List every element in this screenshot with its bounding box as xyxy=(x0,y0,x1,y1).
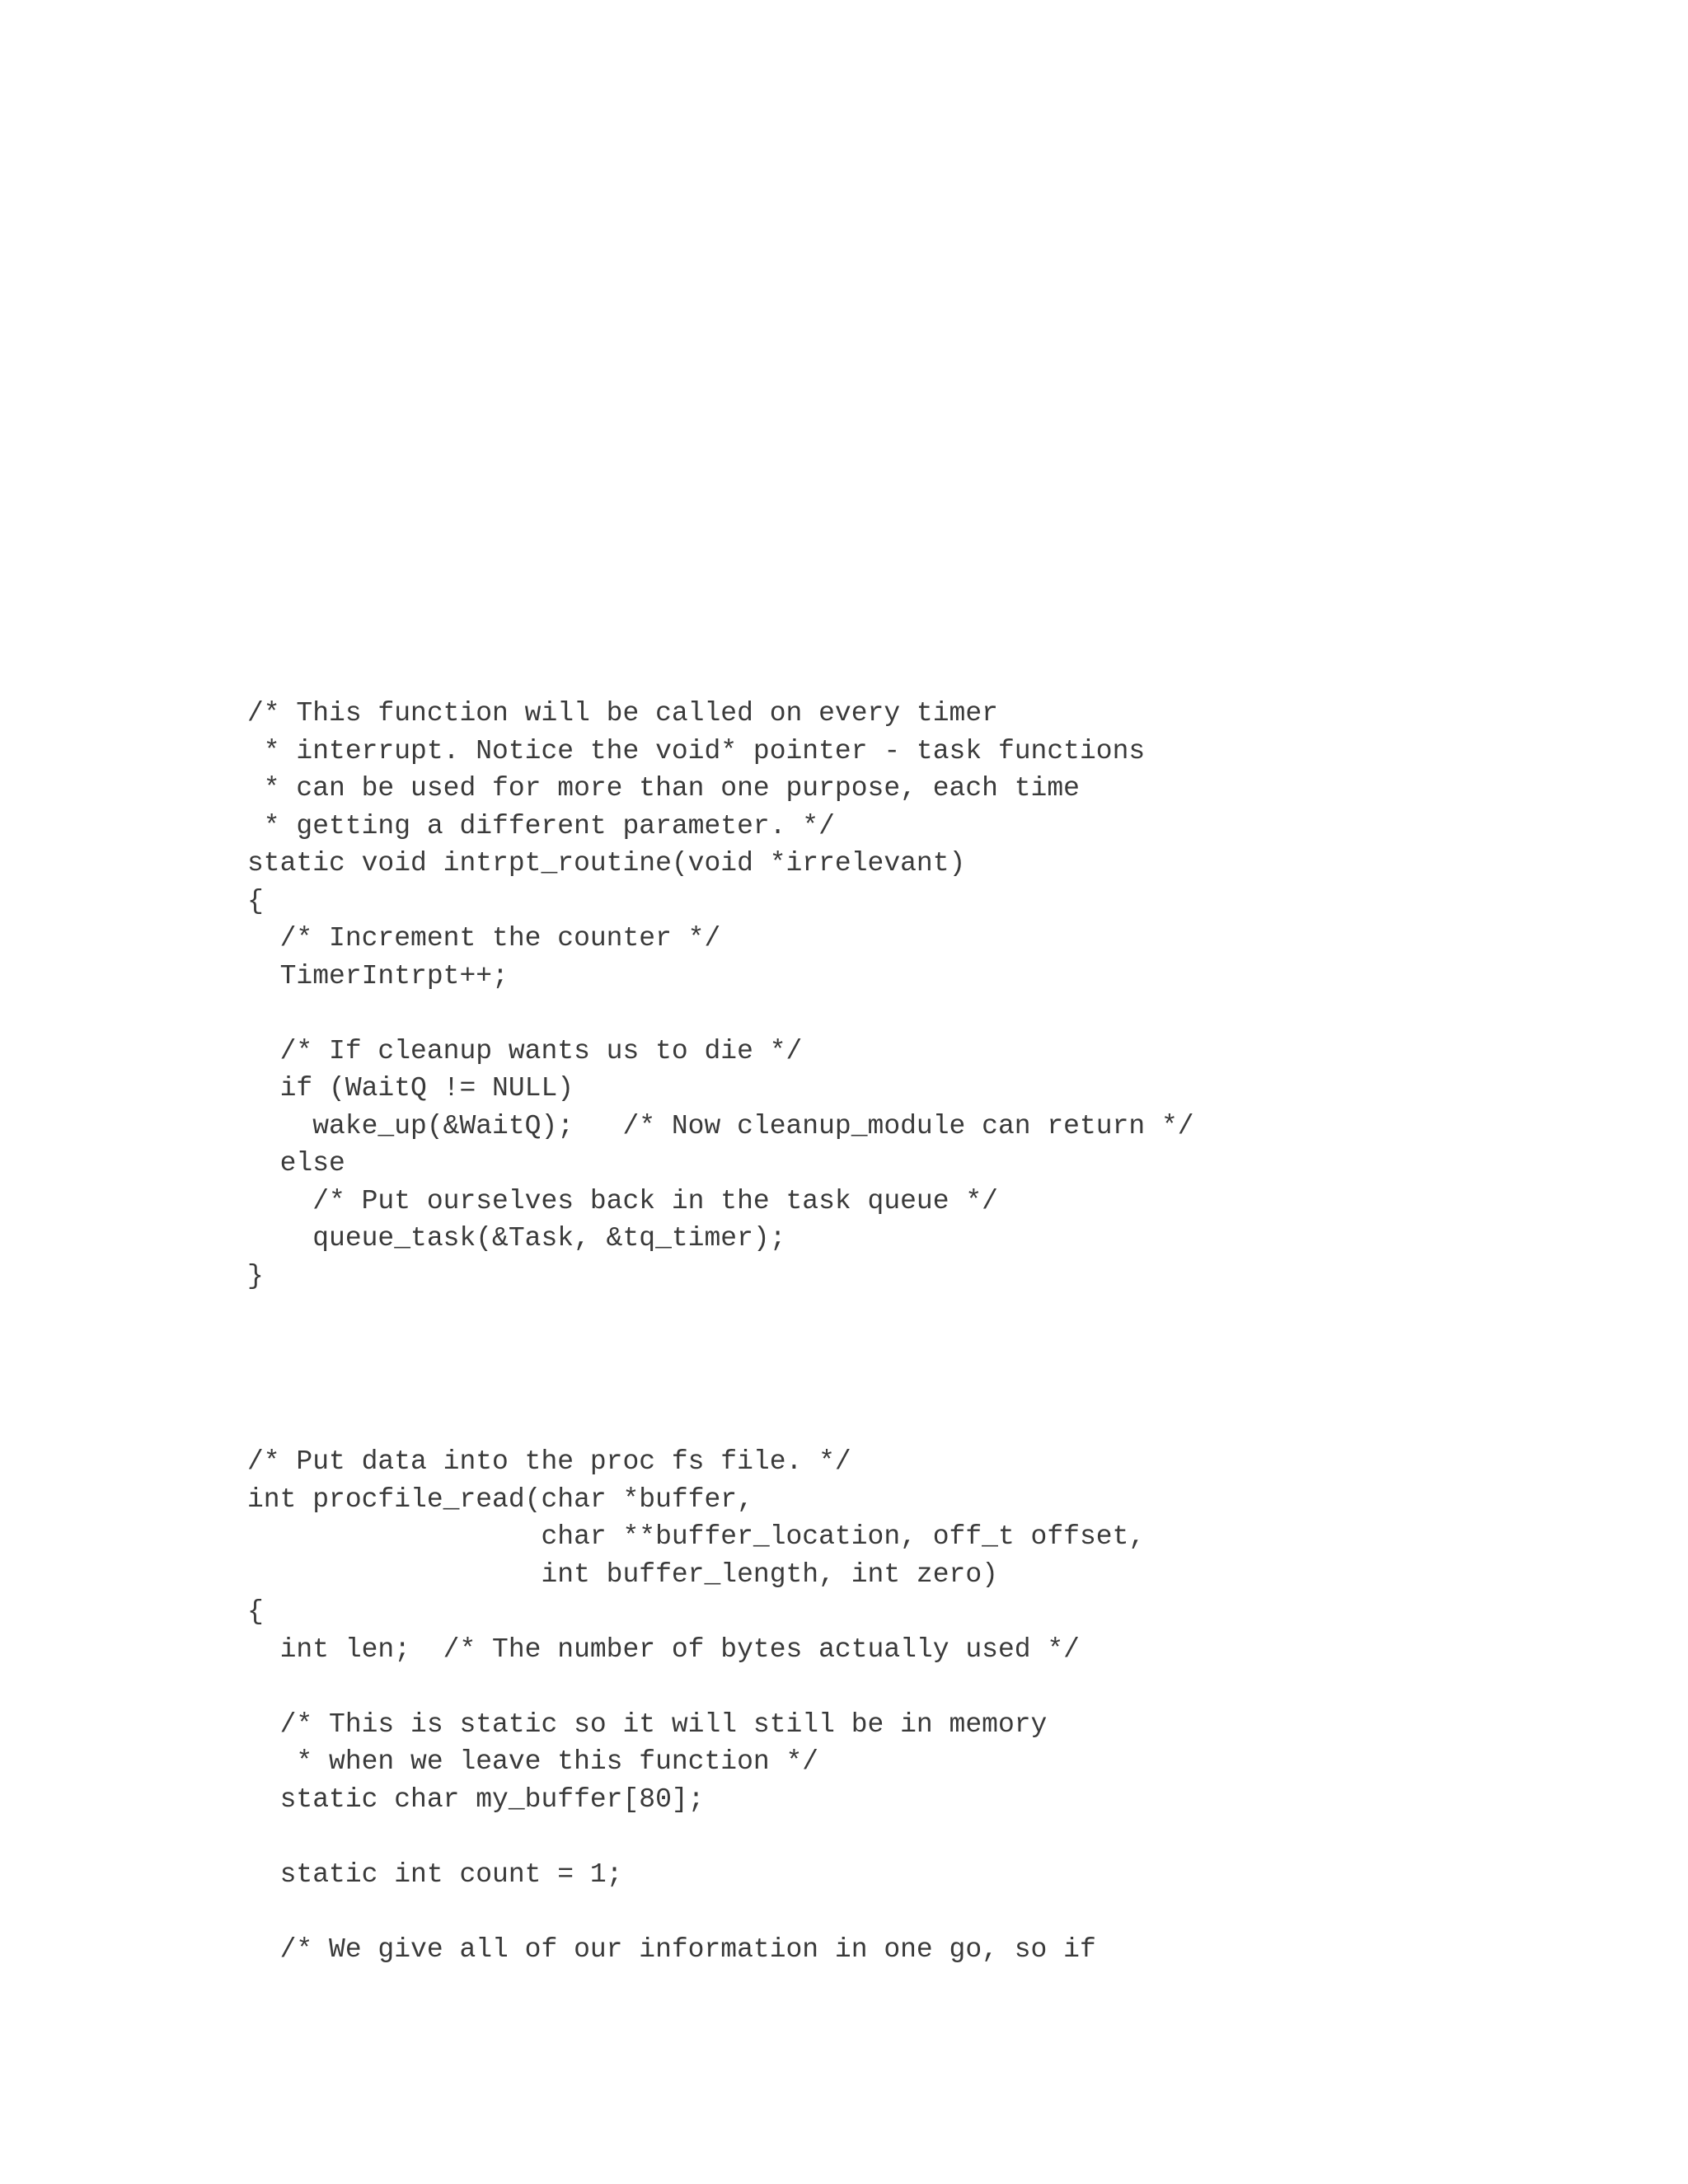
code-line: static char my_buffer[80]; xyxy=(247,1783,705,1815)
code-line: int len; /* The number of bytes actually used */ xyxy=(247,1633,1080,1665)
code-line: else xyxy=(247,1148,345,1179)
code-line xyxy=(247,1893,1145,1931)
code-line: * interrupt. Notice the void* pointer - task functions xyxy=(247,735,1146,766)
code-line: static int count = 1; xyxy=(247,1858,623,1890)
code-line: /* Put ourselves back in the task queue */ xyxy=(247,1185,998,1216)
code-line: /* This function will be called on every timer xyxy=(247,698,998,729)
code-line: int procfile_read(char *buffer, xyxy=(247,1483,753,1515)
code-line xyxy=(247,1668,1145,1706)
code-line: queue_task(&Task, &tq_timer); xyxy=(247,1223,786,1254)
code-line: /* Put data into the proc fs file. */ xyxy=(247,1446,851,1477)
code-line: { xyxy=(247,885,264,916)
code-line: static void intrpt_routine(void *irrelevant) xyxy=(247,848,966,879)
code-line: { xyxy=(247,1596,264,1627)
code-line: } xyxy=(247,1260,264,1291)
code-line: /* Increment the counter */ xyxy=(247,923,721,954)
code-line: wake_up(&WaitQ); /* Now cleanup_module can return */ xyxy=(247,1110,1194,1141)
code-line: * getting a different parameter. */ xyxy=(247,810,835,841)
code-line: * can be used for more than one purpose, each time xyxy=(247,773,1080,804)
code-line: /* If cleanup wants us to die */ xyxy=(247,1035,803,1066)
code-line xyxy=(247,1818,1145,1856)
code-line: /* We give all of our information in one go, so if xyxy=(247,1933,1096,1965)
code-block-procfile-read xyxy=(247,1443,1145,1968)
code-line: if (WaitQ != NULL) xyxy=(247,1073,574,1104)
code-line: /* This is static so it will still be in memory xyxy=(247,1708,1048,1740)
code-line: TimerIntrpt++; xyxy=(247,960,509,991)
code-line: * when we leave this function */ xyxy=(247,1746,819,1777)
code-block-intrpt-routine xyxy=(247,695,1194,1295)
code-line: int buffer_length, int zero) xyxy=(247,1558,998,1590)
code-line: char **buffer_location, off_t offset, xyxy=(247,1521,1146,1552)
code-line xyxy=(247,995,1194,1033)
